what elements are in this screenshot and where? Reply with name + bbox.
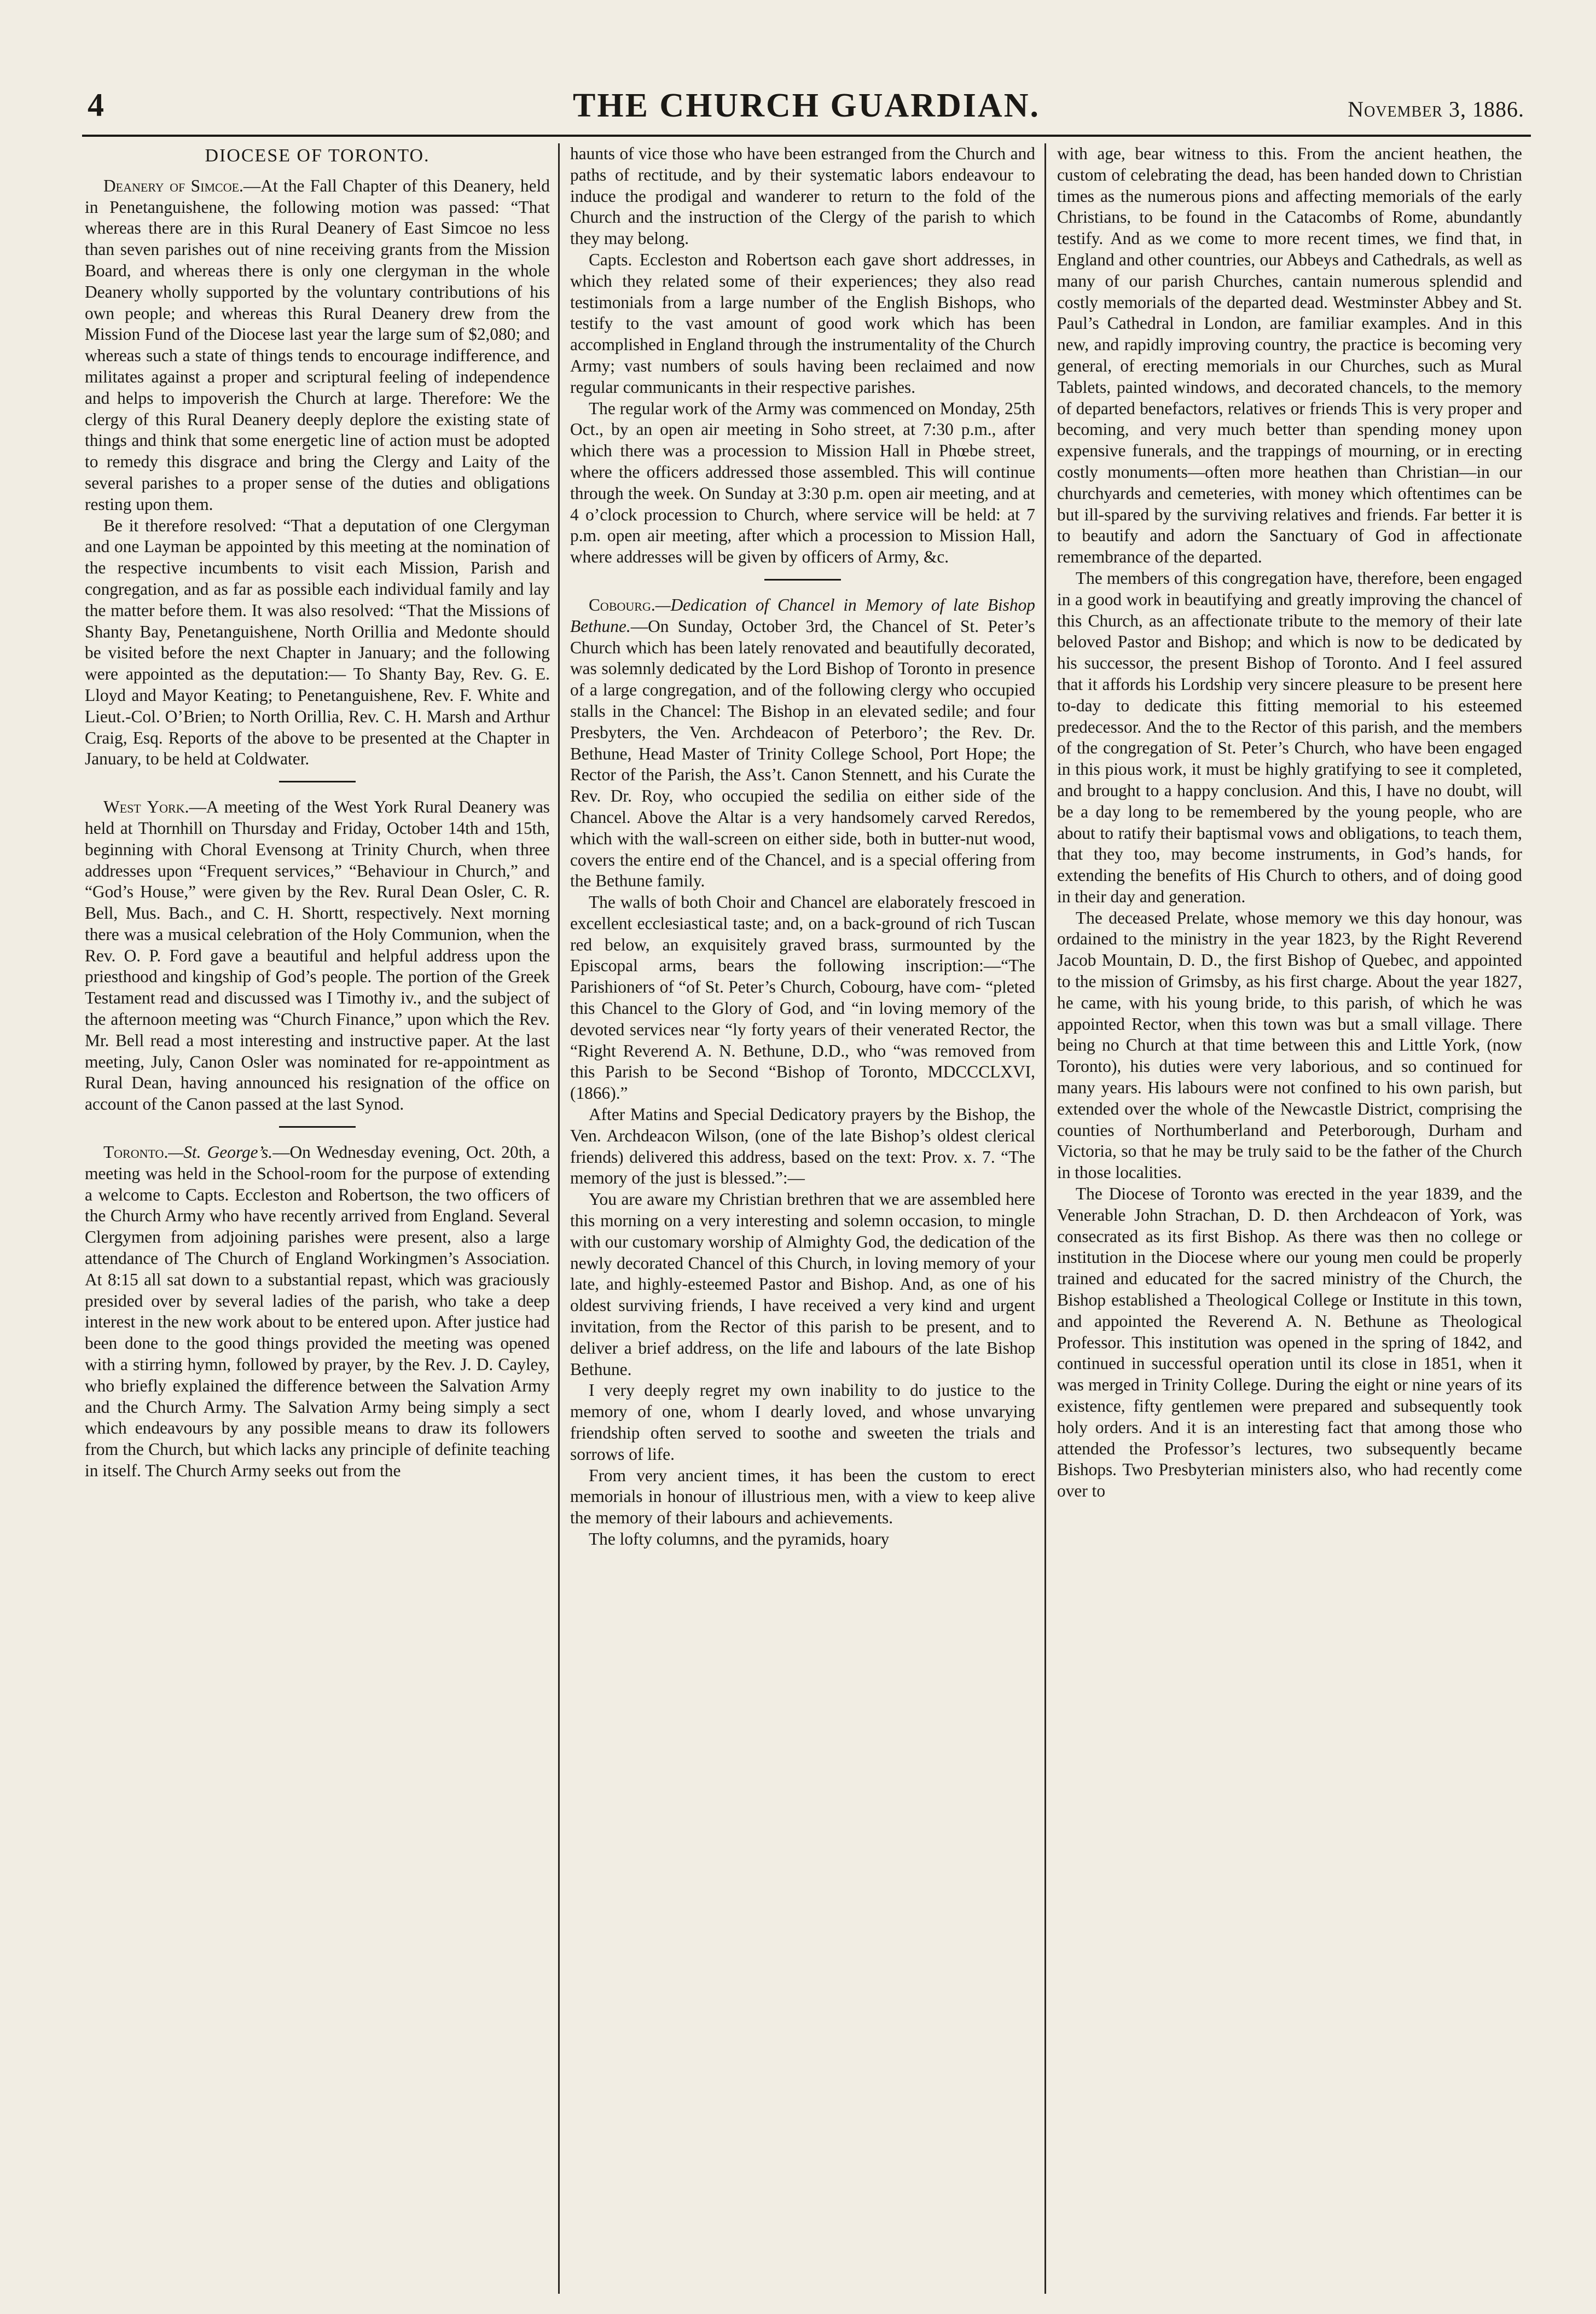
- article-paragraph: Capts. Eccleston and Robertson each gave short addresses, in which they related some of their experiences; they also read testimonials from a large number of the English Bishops, who testify to the vast amount of good work which has been accomplished in England through the instrumentality of the Church Army; vast numbers of souls having been reclaimed and now regular communicants in their respective parishes.: [570, 250, 1035, 397]
- article-lead: Deanery of Simcoe.: [103, 176, 243, 195]
- column-3: [1057, 143, 1522, 2305]
- article-lead: West York.: [103, 797, 189, 817]
- article-paragraph: The deceased Prelate, whose memory we this day honour, was ordained to the ministry in the year 1823, by the Right Reverend Jacob Mountain, D. D., the first Bishop of Quebec, and appointed to the mission of Grimsby, as his first charge. About the year 1827, he came, with his young bride, to this parish, of which he was appointed Rector, when this town was but a small village. There being no Church at that time between this and Little York, (now Toronto), his duties were very laborious, and so continued for many years. His labours were not confined to his own parish, but extended over the whole of the Newcastle District, comprising the counties of Northumberland and Peterborough, Durham and Victoria, so that he may be truly said to be the father of the Church in those localities.: [1057, 908, 1522, 1182]
- article-separator: [764, 579, 841, 581]
- article-lead: Cobourg.: [589, 595, 655, 614]
- article-lead: Toronto.: [103, 1142, 169, 1162]
- article-paragraph: The members of this congregation have, therefore, been engaged in a good work in beautifying and greatly improving the chancel of this Church, as an affectionate tribute to the memory of their late beloved Pastor and Bishop; and which is now to be dedicated by his successor, the present Bishop of Toronto. And I feel assured that it affords his Lordship very sincere pleasure to be present here to-day to dedicate this fitting memorial to his esteemed predecessor. And the to the Rector of this parish, and the members of the congregation of St. Peter’s Church, who have been engaged in this pious work, it must be highly gratifying to see it completed, and brought to a happy conclusion. And this, I have no doubt, will be a day long to be remembered by the young people, who are about to ratify their baptismal vows and obligations, to teach them, that they too, may become instruments, in God’s hands, for extending the benefits of His Church to others, and of doing good in their day and generation.: [1057, 568, 1522, 906]
- article-paragraph: haunts of vice those who have been estranged from the Church and paths of rectitude, and by their systematic labors endeavour to induce the prodigal and wanderer to return to the fold of the Church and the instruction of the Clergy of the parish to which they may belong.: [570, 144, 1035, 248]
- article-paragraph: The regular work of the Army was commenced on Monday, 25th Oct., by an open air meeting in Soho street, at 7:30 p.m., after which there was a procession to Mission Hall in Phœbe street, where the officers addressed those assembled. This will continue through the week. On Sunday at 3:30 p.m. open air meeting, and at 4 o’clock procession to Church, where service will be held: at 7 p.m. open air meeting, after which a procession to Mission Hall, where addresses will be given by officers of Army, &c.: [570, 398, 1035, 567]
- article-separator: [279, 781, 356, 782]
- column-1: [85, 143, 550, 2305]
- article-paragraph: I very deeply regret my own inability to do justice to the memory of one, whom I dearly loved, and whose unvarying friendship often served to soothe and sweeten the trials and sorrows of life.: [570, 1381, 1035, 1464]
- article-paragraph: Toronto.—St. George’s.—On Wednesday evening, Oct. 20th, a meeting was held in the School-room for the purpose of extending a welcome to Capts. Eccleston and Robertson, the two officers of the Church Army who have recently arrived from England. Several Clergymen from adjoining parishes were present, also a large attendance of The Church of England Workingmen’s Association. At 8:15 all sat down to a substantial repast, which was graciously presided over by several ladies of the parish, who take a deep interest in the new work about to be entered upon. After justice had been done to the good things provided the meeting was opened with a stirring hymn, followed by prayer, by the Rev. J. D. Cayley, who briefly explained the difference between the Salvation Army and the Church Army. The Salvation Army being simply a sect which endeavours by any possible means to draw its followers from the Church, but which lacks any principle of definite teaching in itself. The Church Army seeks out from the: [85, 1142, 550, 1481]
- article-paragraph: with age, bear witness to this. From the ancient heathen, the custom of celebrating the dead, has been handed down to Christian times as the numerous pions and affecting memorials of the early Christians, to be found in the Catacombs of Rome, abundantly testify. And as we come to more recent times, we find that, in England and other countries, our Abbeys and Cathedrals, as well as many of our parish Churches, cantain numerous splendid and costly memorials of the departed dead. Westminster Abbey and St. Paul’s Cathedral in London, are familiar examples. And in this new, and rapidly improving country, the practice is becoming very general, of erecting memorials in our Churches, such as Mural Tablets, painted windows, and decorated chancels, to the memory of departed benefactors, relatives or friends This is very proper and becoming, and very much better than spending money upon expensive funerals, and the trappings of mourning, or in erecting costly monuments—often more heathen than Christian—in our churchyards and cemeteries, with money which oftentimes can be but ill-spared by the surviving relatives and friends. Far better it is to beautify and adorn the Sanctuary of God in affectionate remembrance of the departed.: [1057, 144, 1522, 567]
- page-number: 4: [88, 87, 104, 123]
- column-2: [570, 143, 1035, 2305]
- article-paragraph: The walls of both Choir and Chancel are elaborately frescoed in excellent ecclesiastical taste; and, on a back-ground of rich Tuscan red below, an exquisitely graved brass, surmounted by the Episcopal arms, bears the following inscription:—“The Parishioners of “of St. Peter’s Church, Cobourg, have com- “pleted this Chancel to the Glory of God, and “in loving memory of the devoted services near “ly forty years of their venerated Rector, the “Right Reverend A. N. Bethune, D.D., who “was removed from this Parish to be Second “Bishop of Toronto, MDCCCLXVI, (1866).”: [570, 892, 1035, 1103]
- article-paragraph: You are aware my Christian brethren that we are assembled here this morning on a very interesting and solemn occasion, to mingle with our customary worship of Almighty God, the dedication of the newly decorated Chancel of this Church, in loving memory of your late, and highly-esteemed Pastor and Bishop. And, as one of his oldest surviving friends, I have received a very kind and urgent invitation, from the Rector of this parish to be present, and to deliver a brief address, on the life and labours of the late Bishop Bethune.: [570, 1190, 1035, 1379]
- article-paragraph: West York.—A meeting of the West York Rural Deanery was held at Thornhill on Thursday and Friday, October 14th and 15th, beginning with Choral Evensong at Trinity Church, when three addresses upon “Frequent services,” “Behaviour in Church,” and “God’s House,” were given by the Rev. Rural Dean Osler, C. R. Bell, Mus. Bach., and C. H. Shortt, respectively. Next morning there was a musical celebration of the Holy Communion, when the Rev. O. P. Ford gave a beautiful and helpful address upon the priesthood and kingship of God’s people. The portion of the Greek Testament read and discussed was I Timothy iv., and the subject of the afternoon meeting was “Church Finance,” upon which the Rev. Mr. Bell read a most interesting and instructive paper. At the last meeting, July, Canon Osler was nominated for re-appointment as Rural Dean, having announced his resignation of the office on account of the Canon passed at the last Synod.: [85, 797, 550, 1114]
- article-subject: —Dedication of Chancel in Memory of late Bishop Bethune.: [570, 595, 1035, 636]
- column-rule: [558, 143, 560, 2294]
- section-heading: DIOCESE OF TORONTO.: [205, 146, 430, 166]
- issue-date: November 3, 1886.: [1348, 97, 1524, 121]
- newspaper-title: THE CHURCH GUARDIAN.: [573, 87, 1040, 124]
- article-paragraph: Be it therefore resolved: “That a deputation of one Clergyman and one Layman be appointed by this meeting at the nomination of the respective incumbents to visit each Mission, Parish and congregation, and as far as possible each individual family and lay the matter before them. It was also resolved: “That the Missions of Shanty Bay, Penetanguishene, North Orillia and Medonte should be visited before the next Chapter in January; and the following were appointed as the deputation:— To Shanty Bay, Rev. G. E. Lloyd and Mayor Keating; to Penetanguishene, Rev. F. White and Lieut.-Col. O’Brien; to North Orillia, Rev. C. H. Marsh and Arthur Craig, Esq. Reports of the above to be presented at the Chapter in January, to be held at Coldwater.: [85, 515, 550, 769]
- column-rule: [1044, 143, 1046, 2294]
- article-paragraph: Cobourg.—Dedication of Chancel in Memory of late Bishop Bethune.—On Sunday, October 3rd, the Chancel of St. Peter’s Church which has been lately renovated and beautifully decorated, was solemnly dedicated by the Lord Bishop of Toronto in presence of a large congregation, and of the following clergy who occupied stalls in the Chancel: The Bishop in an elevated sedile; and four Presbyters, the Ven. Archdeacon of Peterboro’; the Rev. Dr. Bethune, Head Master of Trinity College School, Port Hope; the Rector of the Parish, the Ass’t. Canon Stennett, and his Curate the Rev. Dr. Roy, who occupied the sedilia on either side of the Chancel. Above the Altar is a very handsomely carved Reredos, which with the wall-screen on either side, both in butter-nut wood, covers the entire end of the Chancel, and is a special offering from the Bethune family.: [570, 595, 1035, 891]
- article-paragraph: From very ancient times, it has been the custom to erect memorials in honour of illustrious men, with a view to keep alive the memory of their labours and achievements.: [570, 1465, 1035, 1528]
- article-paragraph: Deanery of Simcoe.—At the Fall Chapter of this Deanery, held in Penetanguishene, the following motion was passed: “That whereas there are in this Rural Deanery of East Simcoe no less than seven parishes out of nine receiving grants from the Mission Board, and whereas there is only one clergyman in the whole Deanery wholly supported by the voluntary contributions of his own people; and whereas this Rural Deanery drew from the Mission Fund of the Diocese last year the large sum of $2,080; and whereas such a state of things tends to encourage indifference, and militates against a proper and scriptural feeling of independence and helps to impoverish the Church at large. Therefore: We the clergy of this Rural Deanery deeply deplore the existing state of things and think that some energetic line of action must be adopted to remedy this disgrace and bring the Clergy and Laity of the several parishes to a proper sense of the duties and obligations resting upon them.: [85, 176, 550, 514]
- article-paragraph: The lofty columns, and the pyramids, hoary: [589, 1529, 890, 1549]
- article-paragraph: After Matins and Special Dedicatory prayers by the Bishop, the Ven. Archdeacon Wilson, (one of the late Bishop’s oldest clerical friends) delivered this address, based on the text: Prov. x. 7. “The memory of the just is blessed.”:—: [570, 1105, 1035, 1188]
- article-separator: [279, 1126, 356, 1128]
- article-paragraph: The Diocese of Toronto was erected in the year 1839, and the Venerable John Strachan, D. D. then Archdeacon of York, was consecrated as its first Bishop. As there was then no college or institution in the Diocese where our young men could be properly trained and educated for the sacred ministry of the Church, the Bishop established a Theological College or Institute in this town, and appointed the Reverend A. N. Bethune as Theological Professor. This institution was opened in the spring of 1842, and continued in successful operation until its close in 1851, when it was merged in Trinity College. During the eight or nine years of its existence, fifty gentlemen were prepared and subsequently took holy orders. And it is an interesting fact that among those who attended the Professor’s lectures, two subsequently became Bishops. Two Presbyterian ministers also, who had recently come over to: [1057, 1184, 1522, 1501]
- article-subject: —St. George’s.: [168, 1142, 273, 1162]
- masthead: [82, 82, 1531, 137]
